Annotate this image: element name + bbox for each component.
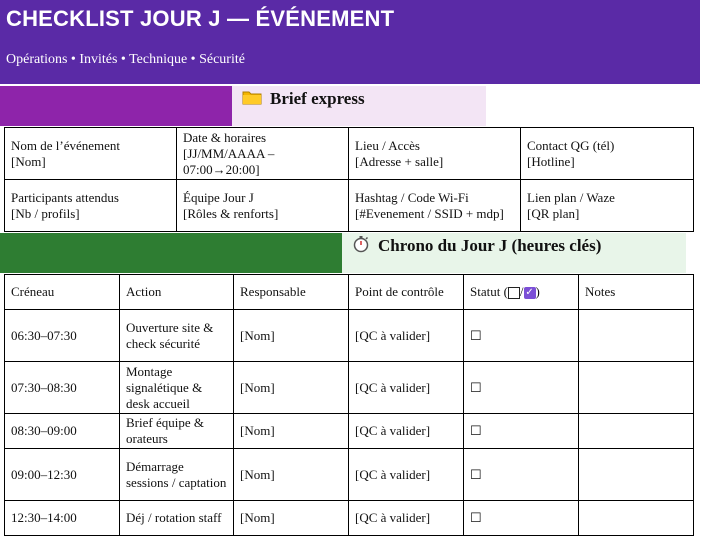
action-cell: Déj / rotation staff bbox=[120, 501, 234, 536]
brief-cell-value: [Adresse + salle] bbox=[355, 153, 444, 169]
header-banner bbox=[0, 0, 700, 84]
status-header-sep: / bbox=[519, 284, 524, 299]
slot-cell: 07:30–08:30 bbox=[5, 362, 120, 414]
folder-icon bbox=[242, 89, 262, 110]
brief-cell[interactable] bbox=[349, 180, 521, 232]
brief-cell[interactable] bbox=[177, 128, 349, 180]
control-cell[interactable]: [QC à valider] bbox=[349, 414, 464, 449]
brief-cell-value: [JJ/MM/AAAA – 07:00→20:00] bbox=[183, 145, 275, 177]
control-cell[interactable]: [QC à valider] bbox=[349, 501, 464, 536]
action-cell: Brief équipe & orateurs bbox=[120, 414, 234, 449]
brief-cell-label: Hashtag / Code Wi-Fi bbox=[355, 189, 469, 205]
col-header-control: Point de contrôle bbox=[349, 275, 464, 310]
action-cell: Montage signalétique & desk accueil bbox=[120, 362, 234, 414]
brief-section-bar bbox=[0, 86, 232, 126]
notes-cell[interactable] bbox=[579, 449, 694, 501]
checked-checkbox-icon: ✓ bbox=[525, 287, 534, 299]
status-checkbox[interactable]: ☐ bbox=[464, 449, 579, 501]
chrono-table bbox=[4, 274, 694, 536]
col-header-action: Action bbox=[120, 275, 234, 310]
action-cell: Ouverture site & check sécurité bbox=[120, 310, 234, 362]
empty-checkbox-icon bbox=[508, 287, 520, 299]
notes-cell[interactable] bbox=[579, 501, 694, 536]
brief-cell-label: Contact QG (tél) bbox=[527, 137, 615, 153]
brief-cell-label: Nom de l’événement bbox=[11, 137, 121, 153]
brief-cell-label: Participants attendus bbox=[11, 189, 119, 205]
brief-cell[interactable] bbox=[521, 128, 694, 180]
brief-cell-label: Équipe Jour J bbox=[183, 189, 254, 205]
owner-cell[interactable]: [Nom] bbox=[234, 501, 349, 536]
action-cell: Démarrage sessions / captation bbox=[120, 449, 234, 501]
brief-cell-value: [Nom] bbox=[11, 153, 46, 169]
brief-cell-label: Lien plan / Waze bbox=[527, 189, 615, 205]
slot-cell: 12:30–14:00 bbox=[5, 501, 120, 536]
notes-cell[interactable] bbox=[579, 310, 694, 362]
brief-cell-value: [Rôles & renforts] bbox=[183, 205, 279, 221]
slot-cell: 09:00–12:30 bbox=[5, 449, 120, 501]
brief-section-title bbox=[242, 88, 365, 110]
chrono-section-bar bbox=[0, 233, 342, 273]
status-checkbox[interactable]: ☐ bbox=[464, 414, 579, 449]
brief-cell[interactable] bbox=[177, 180, 349, 232]
slot-cell: 08:30–09:00 bbox=[5, 414, 120, 449]
owner-cell[interactable]: [Nom] bbox=[234, 414, 349, 449]
col-header-slot: Créneau bbox=[5, 275, 120, 310]
control-cell[interactable]: [QC à valider] bbox=[349, 362, 464, 414]
table-row bbox=[5, 501, 694, 536]
brief-cell-value: [#Evenement / SSID + mdp] bbox=[355, 205, 504, 221]
page-title: CHECKLIST JOUR J — ÉVÉNEMENT bbox=[6, 6, 395, 31]
status-header-open: Statut ( bbox=[470, 284, 508, 299]
col-header-notes: Notes bbox=[579, 275, 694, 310]
owner-cell[interactable]: [Nom] bbox=[234, 362, 349, 414]
status-header-close: ) bbox=[535, 284, 540, 299]
brief-cell-value: [Hotline] bbox=[527, 153, 575, 169]
brief-row bbox=[5, 180, 694, 232]
owner-cell[interactable]: [Nom] bbox=[234, 310, 349, 362]
chrono-section-label: Chrono du Jour J (heures clés) bbox=[378, 236, 602, 255]
stopwatch-icon bbox=[352, 235, 370, 258]
chrono-header-row bbox=[5, 275, 694, 310]
control-cell[interactable]: [QC à valider] bbox=[349, 449, 464, 501]
brief-row bbox=[5, 128, 694, 180]
brief-cell-value: [QR plan] bbox=[527, 205, 580, 221]
notes-cell[interactable] bbox=[579, 414, 694, 449]
status-checkbox[interactable]: ☐ bbox=[464, 362, 579, 414]
table-row bbox=[5, 310, 694, 362]
brief-cell[interactable] bbox=[5, 180, 177, 232]
brief-cell-label: Lieu / Accès bbox=[355, 137, 420, 153]
col-header-owner: Responsable bbox=[234, 275, 349, 310]
brief-cell[interactable] bbox=[521, 180, 694, 232]
table-row bbox=[5, 414, 694, 449]
col-header-status bbox=[464, 275, 579, 310]
notes-cell[interactable] bbox=[579, 362, 694, 414]
brief-cell[interactable] bbox=[349, 128, 521, 180]
brief-section-label: Brief express bbox=[270, 89, 365, 108]
brief-table bbox=[4, 127, 694, 232]
chrono-section-title bbox=[352, 235, 601, 257]
page-subtitle: Opérations • Invités • Technique • Sécurité bbox=[6, 52, 245, 67]
table-row bbox=[5, 362, 694, 414]
status-checkbox[interactable]: ☐ bbox=[464, 501, 579, 536]
owner-cell[interactable]: [Nom] bbox=[234, 449, 349, 501]
brief-cell-label: Date & horaires bbox=[183, 129, 267, 145]
brief-cell[interactable] bbox=[5, 128, 177, 180]
slot-cell: 06:30–07:30 bbox=[5, 310, 120, 362]
brief-cell-value: [Nb / profils] bbox=[11, 205, 80, 221]
status-checkbox[interactable]: ☐ bbox=[464, 310, 579, 362]
table-row bbox=[5, 449, 694, 501]
control-cell[interactable]: [QC à valider] bbox=[349, 310, 464, 362]
